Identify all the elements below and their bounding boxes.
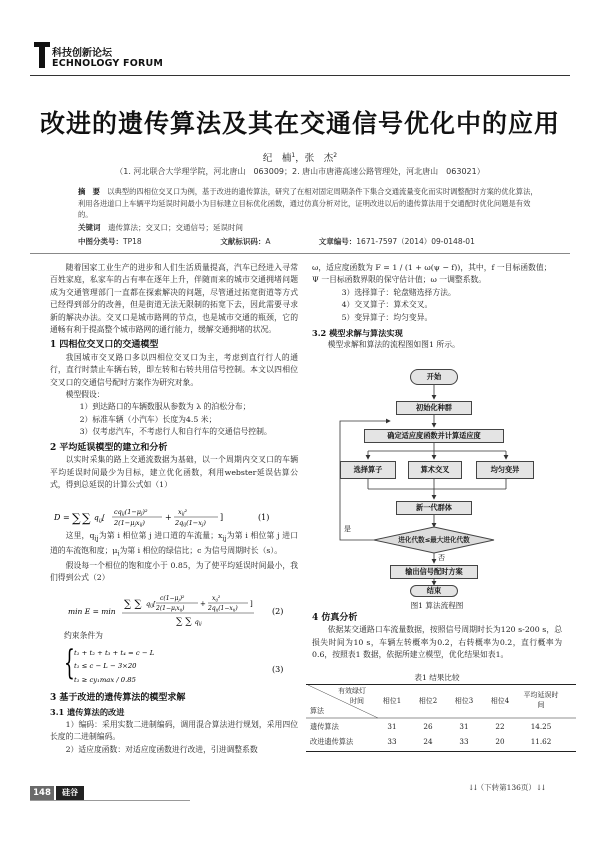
svg-text:t₁ ≤ c − L − 3×20: t₁ ≤ c − L − 3×20 bbox=[74, 662, 137, 670]
algorithm-flowchart bbox=[330, 365, 560, 597]
svg-text:xij²: xij² bbox=[178, 508, 188, 517]
table-header-cell: 平均延误时间 bbox=[523, 691, 559, 709]
table-cell: 31 bbox=[459, 722, 469, 731]
abstract-text: 以典型的四相位交叉口为例，基于改进的遗传算法，研究了在相对固定周期条件下集合交通流量变化而实时调整配时方案的优化算法，利用各进道口上车辆平均延误时间最小为目标建立目标优化函数，通过仿真分析对比，证明改进以后的遗传算法用于交通配时优化问题是有效的。 bbox=[78, 187, 538, 219]
svg-text:+: + bbox=[200, 600, 206, 608]
corner-label-top: 有效绿灯 bbox=[338, 687, 366, 695]
operator-item: 4）交叉算子：算术交叉。 bbox=[341, 300, 433, 310]
author-2: 张 杰 bbox=[304, 153, 334, 164]
right-column-top bbox=[312, 262, 562, 352]
section-2-title: 2 平均延误模型的建立和分析 bbox=[50, 442, 168, 453]
section-1-paragraph: 我国城市交叉路口多以四相位交叉口为主，考虑到直行行人的通行，直行时禁止车辆右转，即左转和右转共用信号控制。本文以四相位交叉口的交通信号配时方案作为研究对象。 bbox=[50, 352, 298, 387]
table-row-label: 遗传算法 bbox=[310, 722, 339, 731]
journal-name-en: ECHNOLOGY FORUM bbox=[52, 58, 164, 69]
section-4-paragraph: 依据某交通路口车流量数据，按照信号周期时长为120 s-200 s，总损失时间为10 s，车辆左转概率为0.2，右转概率为0.2，直行概率为0.6，按照表1 数据，依据所建立模型，优化结果如表1。 bbox=[312, 625, 562, 660]
flow-yes-label: 是 bbox=[344, 525, 351, 533]
continued-note: ↓↓（下转第136页）↓↓ bbox=[468, 783, 545, 792]
journal-name-cn: 科技创新论坛 bbox=[52, 48, 112, 59]
svg-text:2(1−μjxij): 2(1−μjxij) bbox=[114, 519, 145, 528]
equation-1 bbox=[50, 505, 300, 529]
svg-text:+: + bbox=[165, 513, 172, 522]
svg-text:2qij(1−xj): 2qij(1−xj) bbox=[175, 519, 206, 528]
constraint-label: 约束条件为 bbox=[64, 631, 103, 640]
fitness-formula-line: Ψ 一目标函数界限的保守估计值；ω 一调整系数。 bbox=[312, 275, 487, 285]
left-column-bottom bbox=[50, 692, 298, 756]
paper-title: 改进的遗传算法及其在交通信号优化中的应用 bbox=[39, 109, 560, 138]
assumption-item: 1）到达路口的车辆数服从参数为 λ 的泊松分布； bbox=[79, 402, 251, 412]
article-meta: 中图分类号：TP18 文献标识码：A 文章编号：1671-7597（2014）09-0148-01 bbox=[78, 237, 475, 246]
svg-text:xij²: xij² bbox=[212, 595, 221, 602]
equation-1-number: (1) bbox=[258, 513, 270, 522]
assumption-item: 2）标准车辆（小汽车）长度为4.5 米； bbox=[79, 414, 217, 424]
svg-text:2qij(1−xij): 2qij(1−xij) bbox=[208, 605, 238, 612]
flow-fitness: 确定适应度函数并计算适应度 bbox=[364, 429, 504, 443]
table-cell: 26 bbox=[423, 722, 433, 731]
table-row-label: 改进遗传算法 bbox=[310, 737, 354, 746]
table-header-cell: 相位3 bbox=[454, 697, 474, 705]
table-caption: 表1 结果比较 bbox=[414, 673, 460, 682]
flowchart-connectors bbox=[330, 365, 560, 597]
section-1-title: 1 四相位交叉口的交通模型 bbox=[50, 340, 159, 351]
flow-mutate: 均匀变异 bbox=[476, 461, 534, 479]
improvement-item: 1）编码：采用实数二进制编码，调用混合算法进行规划，采用四位长度的二进制编码。 bbox=[50, 719, 298, 742]
fitness-formula-line: ω，适应度函数为 F = 1 / (1 + ω(ψ − f))，其中，f 一目标函数值； bbox=[312, 263, 552, 272]
flow-no-label: 否 bbox=[438, 554, 445, 562]
keywords: 关键词 遗传算法；交叉口；交通信号；延误时间 bbox=[78, 223, 243, 232]
flow-newgen: 新一代群体 bbox=[396, 501, 472, 515]
intro-paragraph: 随着国家工业生产的进步和人们生活质量提高，汽车已经进入寻常百姓家庭，私家车的占有率在逐年上升，伴随而来的城市交通拥堵问题成为交通管理部门一直都在探索解决的问题，尽管通过拓宽街道等方式已经得到部分的改善，但是街道无法无限制的拓宽下去，因此需要寻求新的解决办法。交叉口是城市路网的节点，也是城市交通的瓶颈，它的通畅有利于提高整个城市路网的通行能力，缓解交通拥堵的状况。 bbox=[50, 263, 298, 335]
svg-text:∑ ∑: ∑ ∑ bbox=[124, 599, 142, 610]
left-column-continued bbox=[50, 530, 298, 585]
svg-text:c(1−μj)²: c(1−μj)² bbox=[160, 595, 185, 602]
svg-text:min E = min: min E = min bbox=[68, 607, 116, 616]
header-rule bbox=[30, 75, 570, 76]
improvement-item: 2）适应度函数：对适应度函数进行改进，引进调整系数 bbox=[65, 744, 258, 754]
flow-condition: 进化代数≤最大进化代数 bbox=[398, 536, 470, 544]
corner-label-mid: 时间 bbox=[350, 697, 364, 705]
variable-definitions: 这里，$q_{ij}$为第 i 相位第 j 进口道的车流量；$x_{ij}$为第 i 相位第 j 进口道的车流饱和度；$\mu_i$为第 i 相位的绿信比；c 为信号周期时长（s）。 bbox=[50, 531, 298, 558]
meta-rule bbox=[30, 253, 570, 254]
section-3-2-paragraph: 模型求解和算法的流程图如图1 所示。 bbox=[327, 340, 460, 350]
svg-text:∑ ∑ qij: ∑ ∑ qij bbox=[176, 617, 202, 627]
right-column-bottom bbox=[312, 612, 562, 662]
left-column bbox=[50, 262, 298, 491]
table-cell: 24 bbox=[423, 737, 433, 746]
page-number: 148 bbox=[30, 786, 54, 800]
abstract bbox=[78, 186, 540, 221]
svg-text:∑: ∑ bbox=[82, 511, 91, 525]
svg-text:t₁ + t₂ + t₃ + t₄ = c − L: t₁ + t₂ + t₃ + t₄ = c − L bbox=[74, 649, 155, 657]
footer-brand: 硅谷 bbox=[56, 786, 84, 800]
affiliation: （1. 河北联合大学理学院，河北唐山 063009；2. 唐山市唐港高速公路管理处，河北唐山 063021） bbox=[115, 167, 485, 176]
table-cell: 11.62 bbox=[530, 737, 552, 746]
flow-end: 结束 bbox=[410, 585, 458, 597]
section-3-2-title: 3.2 模型求解与算法实现 bbox=[312, 328, 403, 339]
footer-rule bbox=[30, 800, 190, 801]
operator-item: 3）选择算子：轮盘赌选择方法。 bbox=[341, 287, 456, 297]
authors: 纪 楠$^1$，张 杰$^2$ bbox=[262, 151, 338, 164]
assumption-item: 3）仅考虑汽车，不考虑行人和自行车的交通信号控制。 bbox=[79, 427, 272, 437]
svg-text:2(1−μixij): 2(1−μixij) bbox=[156, 605, 185, 612]
flow-output: 输出信号配时方案 bbox=[390, 565, 478, 579]
equation-2-number: (2) bbox=[272, 607, 284, 616]
table-header-cell: 相位4 bbox=[490, 697, 510, 705]
operator-item: 5）变异算子：均匀变异。 bbox=[341, 312, 433, 322]
section-2-assumption: 假设每一个相位的饱和度小于 0.85，为了使平均延误时间最小，我们得到公式（2） bbox=[50, 560, 298, 583]
equation-2 bbox=[50, 594, 300, 628]
svg-text:cqij(1−μj)²: cqij(1−μj)² bbox=[114, 508, 148, 517]
svg-text:D =: D = bbox=[54, 513, 70, 522]
table-cell: 20 bbox=[495, 737, 505, 746]
table-cell: 33 bbox=[459, 737, 469, 746]
table-header-cell: 相位2 bbox=[418, 697, 438, 705]
flow-cross: 算术交叉 bbox=[408, 461, 462, 479]
svg-text:]: ] bbox=[220, 513, 224, 522]
flow-start: 开始 bbox=[410, 369, 458, 385]
journal-logo-icon bbox=[34, 42, 50, 68]
table-cell: 33 bbox=[387, 737, 397, 746]
figure-caption: 图1 算法流程图 bbox=[410, 601, 464, 610]
assumption-label: 模型假设： bbox=[65, 390, 105, 400]
section-3-1-title: 3.1 遗传算法的改进 bbox=[50, 707, 125, 718]
svg-text:{: { bbox=[64, 644, 75, 683]
flow-select: 选择算子 bbox=[340, 461, 396, 479]
table-cell: 22 bbox=[495, 722, 505, 731]
svg-text:qij[: $q_{ij}$[ bbox=[94, 513, 105, 524]
table-header-cell: 相位1 bbox=[382, 697, 402, 705]
equation-3-number: (3) bbox=[272, 665, 284, 674]
flow-init: 初始化种群 bbox=[396, 401, 472, 415]
table-cell: 14.25 bbox=[530, 722, 552, 731]
section-4-title: 4 仿真分析 bbox=[312, 613, 358, 623]
svg-text:qij[: qij[ bbox=[146, 600, 156, 609]
equation-3 bbox=[50, 644, 300, 690]
svg-text:∑: ∑ bbox=[72, 511, 81, 525]
section-2-paragraph: 以实时采集的路上交通流数据为基础，以一个周期内交叉口的车辆平均延误时间最少为目标，建立优化函数，利用webster延误估算公式，得到总延误的计算公式如（1） bbox=[50, 455, 298, 489]
svg-text:t₁ ≥ cy₁max / 0.85: t₁ ≥ cy₁max / 0.85 bbox=[74, 676, 136, 684]
abstract-label: 摘 要 bbox=[78, 187, 100, 196]
section-3-title: 3 基于改进的遗传算法的模型求解 bbox=[50, 693, 186, 703]
table-cell: 31 bbox=[387, 722, 397, 731]
author-1: 纪 楠 bbox=[262, 153, 292, 164]
svg-text:]: ] bbox=[250, 600, 253, 608]
corner-label-bottom: 算法 bbox=[310, 707, 324, 715]
